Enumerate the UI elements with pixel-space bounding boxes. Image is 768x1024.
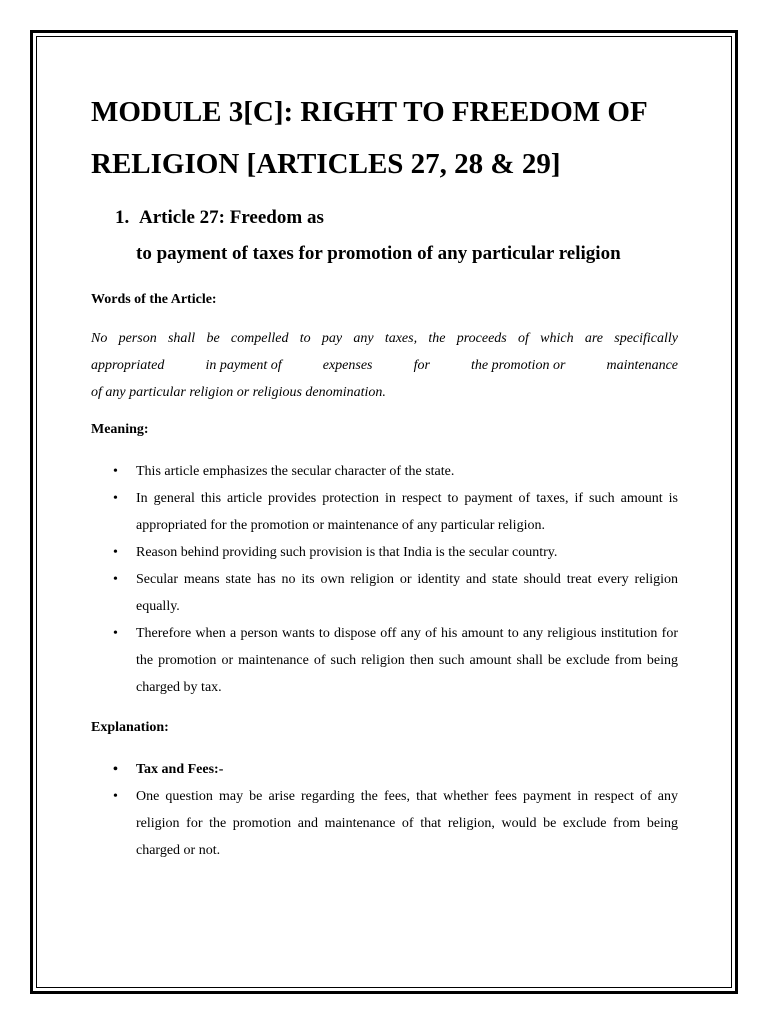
list-item bbox=[91, 783, 678, 864]
article-text-row2 bbox=[91, 352, 678, 379]
article-text-word: in payment of bbox=[205, 358, 282, 373]
explanation-label: Explanation: bbox=[91, 720, 169, 735]
article-text-row1 bbox=[91, 325, 678, 352]
article-heading bbox=[91, 200, 678, 272]
meaning-label: Meaning: bbox=[91, 422, 149, 437]
bullet: • bbox=[113, 464, 118, 479]
article-text-word: expenses bbox=[322, 358, 373, 373]
meaning-list bbox=[91, 458, 678, 701]
list-item bbox=[91, 756, 678, 783]
list-item-text: Secular means state has no its own religion or identity and state should treat every religion equally. bbox=[136, 572, 678, 614]
article-text-word: the promotion or bbox=[471, 358, 566, 373]
article-text-word: for bbox=[413, 358, 430, 373]
words-label: Words of the Article: bbox=[91, 292, 217, 307]
list-item-text: Therefore when a person wants to dispose off any of his amount to any religious institution for the promotion or maintenance of such religion then such amount shall be exclude from being charged by tax. bbox=[136, 626, 678, 695]
article-text-word: appropriated bbox=[91, 358, 165, 373]
list-item bbox=[91, 539, 678, 566]
list-item bbox=[91, 458, 678, 485]
module-title-line2: RELIGION [ARTICLES 27, 28 & 29] bbox=[91, 148, 561, 180]
bullet: • bbox=[113, 545, 118, 560]
bullet: • bbox=[113, 572, 118, 587]
article-text-row3: of any particular religion or religious denomination. bbox=[91, 385, 386, 400]
document-content bbox=[91, 86, 678, 864]
bullet: • bbox=[113, 491, 118, 506]
list-item bbox=[91, 485, 678, 539]
list-item bbox=[91, 566, 678, 620]
list-item bbox=[91, 620, 678, 701]
bullet: • bbox=[113, 762, 118, 777]
bullet: • bbox=[113, 789, 118, 804]
module-title-line1: MODULE 3[C]: RIGHT TO FREEDOM OF bbox=[91, 96, 648, 128]
article-text-word: maintenance bbox=[606, 358, 678, 373]
article-text-row1-text: No person shall be compelled to pay any taxes, the proceeds of which are specifically bbox=[91, 331, 678, 346]
article-heading-line2: to payment of taxes for promotion of any particular religion bbox=[136, 243, 621, 264]
list-item-text: In general this article provides protection in respect to payment of taxes, if such amount is appropriated for the promotion or maintenance of any particular religion. bbox=[136, 491, 678, 533]
list-item-text: This article emphasizes the secular character of the state. bbox=[136, 464, 455, 479]
list-item-text: Reason behind providing such provision is that India is the secular country. bbox=[136, 545, 558, 560]
article-heading-line1: Article 27: Freedom as bbox=[139, 207, 324, 228]
article-text bbox=[91, 325, 678, 406]
module-title bbox=[91, 86, 678, 190]
list-item-text: Tax and Fees:- bbox=[136, 762, 224, 777]
explanation-list bbox=[91, 756, 678, 864]
article-heading-number: 1. bbox=[115, 207, 130, 228]
list-item-text: One question may be arise regarding the fees, that whether fees payment in respect of any religion for the promotion and maintenance of that religion, would be exclude from being charged or not. bbox=[136, 789, 678, 858]
bullet: • bbox=[113, 626, 118, 641]
